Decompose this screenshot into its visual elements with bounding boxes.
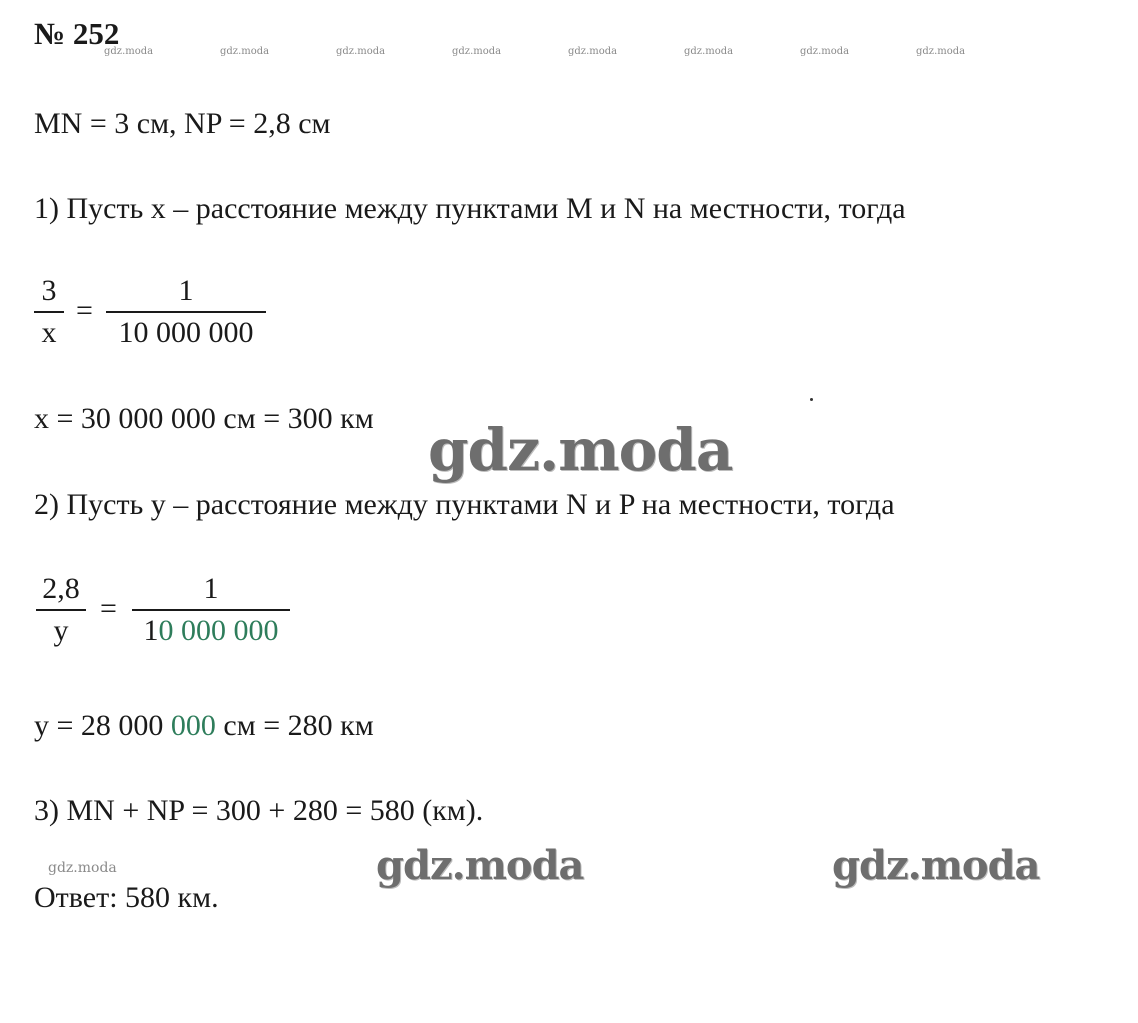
- equals-sign: =: [100, 592, 117, 625]
- fraction-bar: [34, 311, 64, 313]
- watermark-small: gdz.moda: [220, 46, 270, 57]
- problem-number: № 252: [34, 16, 120, 51]
- fraction-numerator: 1: [203, 572, 219, 605]
- fraction-denominator: y: [53, 613, 69, 647]
- denominator-part: 1: [143, 613, 159, 647]
- step1-fraction-right: [106, 274, 266, 350]
- watermark-large: gdz.moda: [376, 842, 584, 889]
- watermark-large: gdz.moda: [832, 842, 1040, 889]
- fraction-numerator: 3: [41, 274, 57, 307]
- step2-fraction-left: [36, 572, 86, 648]
- fraction-denominator: x: [41, 315, 57, 349]
- result-part: y = 28 000: [34, 709, 171, 742]
- fraction-numerator: 2,8: [42, 572, 80, 605]
- watermark-large: gdz.moda: [428, 416, 733, 484]
- fraction-bar: [106, 311, 266, 313]
- fraction-denominator: [132, 614, 290, 648]
- step2-text: 2) Пусть y – расстояние между пунктами N и P на местности, тогда: [34, 488, 895, 521]
- step2-fraction-right: [132, 572, 290, 648]
- watermark-small: gdz.moda: [916, 46, 966, 57]
- step1-equation: [34, 274, 334, 354]
- result-part: см = 280 км: [215, 709, 374, 742]
- step1-fraction-left: [34, 274, 64, 350]
- result-part-highlighted: 000: [170, 709, 216, 742]
- watermark-small: gdz.moda: [336, 46, 386, 57]
- step1-result: x = 30 000 000 см = 300 км: [34, 402, 374, 435]
- answer-line: Ответ: 580 км.: [34, 881, 219, 914]
- given-line: MN = 3 см, NP = 2,8 см: [34, 107, 331, 140]
- watermark-small: gdz.moda: [800, 46, 850, 57]
- step3-text: 3) MN + NP = 300 + 280 = 580 (км).: [34, 794, 484, 827]
- step2-result: [34, 708, 374, 744]
- step1-text: 1) Пусть x – расстояние между пунктами M и N на местности, тогда: [34, 192, 906, 225]
- watermark-small: gdz.moda: [104, 46, 154, 57]
- fraction-bar: [36, 609, 86, 611]
- step2-equation: [34, 572, 334, 652]
- watermark-small: gdz.moda: [568, 46, 618, 57]
- watermark-small: gdz.moda: [452, 46, 502, 57]
- watermark-small: gdz.moda: [684, 46, 734, 57]
- watermark-small: gdz.moda: [48, 860, 117, 876]
- fraction-denominator: 10 000 000: [118, 315, 254, 349]
- fraction-bar: [132, 609, 290, 611]
- speck: [810, 398, 813, 401]
- fraction-numerator: 1: [178, 274, 194, 307]
- denominator-part-highlighted: 0 000 000: [158, 613, 279, 647]
- equals-sign: =: [76, 294, 93, 327]
